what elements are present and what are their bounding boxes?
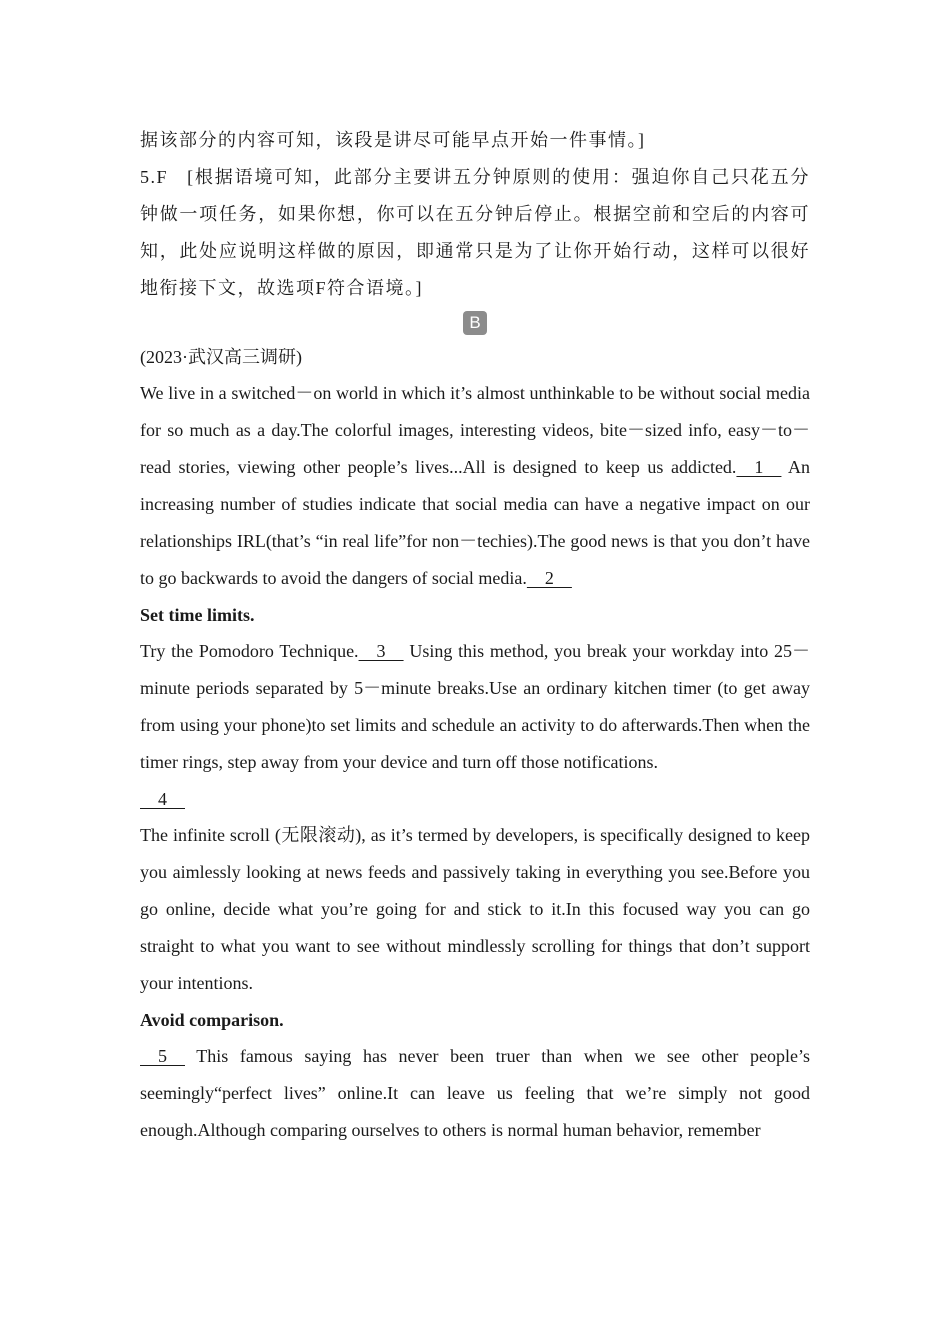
blank-4-line [140,781,810,817]
subheading-avoid-comparison: Avoid comparison. [140,1010,284,1030]
paragraph-text: We live in a switched－on world in which it’s almost unthinkable to be without social media for so much as a day.The colorful images, interesting videos, bite－sized info, easy－to－read stories, viewing other people’s lives...All is designed to keep us addicted. [140,383,810,477]
blank-1[interactable]: 1 [736,457,782,477]
document-page [140,122,810,1149]
answer-tail-text: 据该部分的内容可知，该段是讲尽可能早点开始一件事情。] [140,130,646,150]
passage-paragraph-3 [140,817,810,1002]
paragraph-text: Using this method, you break your workday into 25－minute periods separated by 5－minute breaks.Use an ordinary kitchen timer (to get away from using your phone)to set limits and schedule an activity to do afterwards.Then when the timer rings, step away from your device and turn off those notifications. [140,641,810,772]
passage-paragraph-2 [140,633,810,781]
passage-paragraph-4 [140,1038,810,1149]
source-text: (2023·武汉高三调研) [140,347,302,367]
answer-explanation-item-5 [140,159,810,307]
paragraph-text: Try the Pomodoro Technique. [140,641,359,661]
passage-source [140,339,810,375]
section-badge: B [463,311,487,335]
blank-4[interactable]: 4 [140,789,185,809]
passage-paragraph-1 [140,375,810,597]
paragraph-text: The infinite scroll (无限滚动), as it’s termed by developers, is specifically designed to keep you aimlessly looking at news feeds and passively taking in everything you see.Before you go online, decide what you’re going for and stick to it.In this focused way you can go straight to what you want to see without mindlessly scrolling for things that don’t support your intentions. [140,825,810,993]
paragraph-text: This famous saying has never been truer than when we see other people’s seemingly“perfect lives” online.It can leave us feeling that we’re simply not good enough.Although comparing ourselves to others is normal human behavior, remember [140,1046,810,1140]
answer-item-label: 5.F [140,167,169,187]
blank-2[interactable]: 2 [526,568,572,588]
answer-item-text: [根据语境可知，此部分主要讲五分钟原则的使用：强迫你自己只花五分钟做一项任务，如果你想，你可以在五分钟后停止。根据空前和空后的内容可知，此处应说明这样做的原因，即通常只是为了让你开始行动，这样可以很好地衔接下文，故选项F符合语境。] [140,167,810,298]
answer-explanation-tail [140,122,810,159]
subheading-set-time-limits: Set time limits. [140,605,255,625]
blank-5[interactable]: 5 [140,1046,185,1066]
blank-3[interactable]: 3 [358,641,404,661]
paragraph-text: An increasing number of studies indicate that social media can have a negative impact on our relationships IRL(that’s “in real life”for non－techies).The good news is that you don’t have to go backwards to avoid the dangers of social media. [140,457,810,588]
